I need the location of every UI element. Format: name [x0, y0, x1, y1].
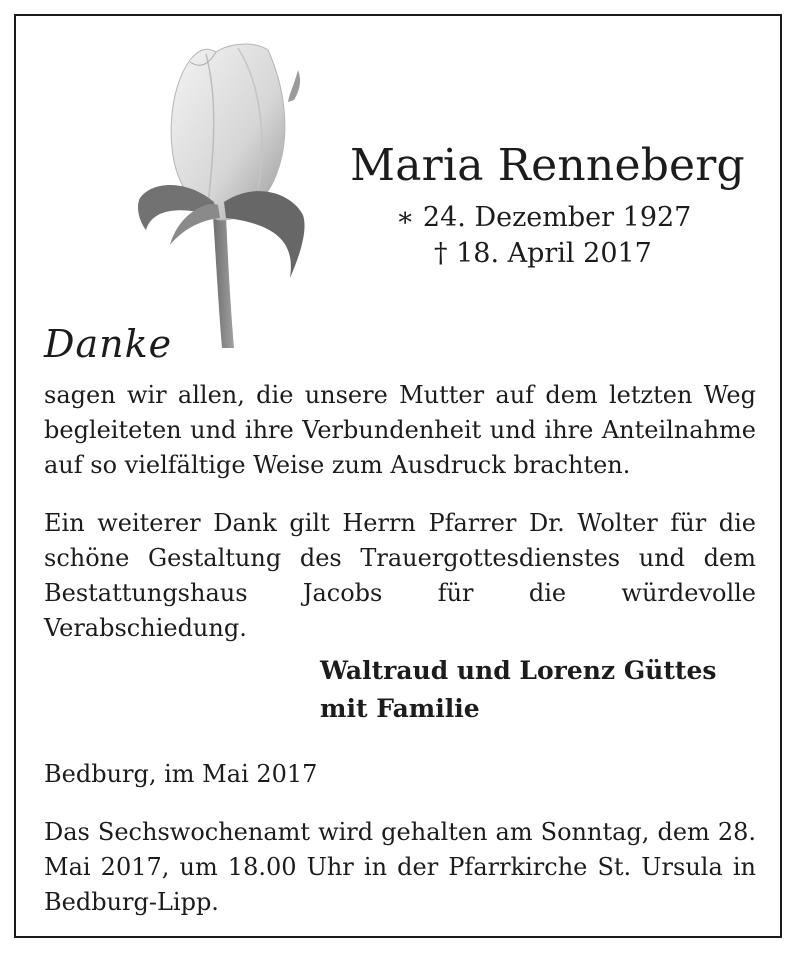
rose-icon: [118, 30, 328, 350]
place-date: Bedburg, im Mai 2017: [44, 760, 318, 788]
thanks-paragraph: sagen wir allen, die unsere Mutter auf dem letzten Weg begleiteten und ihre Verbundenheit und ihre Anteilnahme auf so vielfältige Weise zum Ausdruck brachten.: [44, 381, 756, 479]
thanks-heading: Danke: [44, 322, 173, 366]
birth-date: ∗ 24. Dezember 1927: [396, 202, 692, 233]
life-dates: [396, 200, 691, 272]
death-date: † 18. April 2017: [434, 238, 652, 269]
signers-line-1: Waltraud und Lorenz Güttes: [320, 656, 717, 685]
additional-thanks-paragraph: Ein weiterer Dank gilt Herrn Pfarrer Dr. Wolter für die schöne Gestaltung des Trauergottesdienstes und dem Bestattungshaus Jacobs für die würdevolle Verabschiedung.: [44, 509, 756, 642]
service-note: Das Sechswochenamt wird gehalten am Sonntag, dem 28. Mai 2017, um 18.00 Uhr in der Pfarrkirche St. Ursula in Bedburg-Lipp.: [44, 818, 756, 916]
signers-line-2: mit Familie: [320, 694, 480, 723]
signers: [320, 652, 716, 728]
deceased-name: Maria Renneberg: [350, 140, 745, 191]
